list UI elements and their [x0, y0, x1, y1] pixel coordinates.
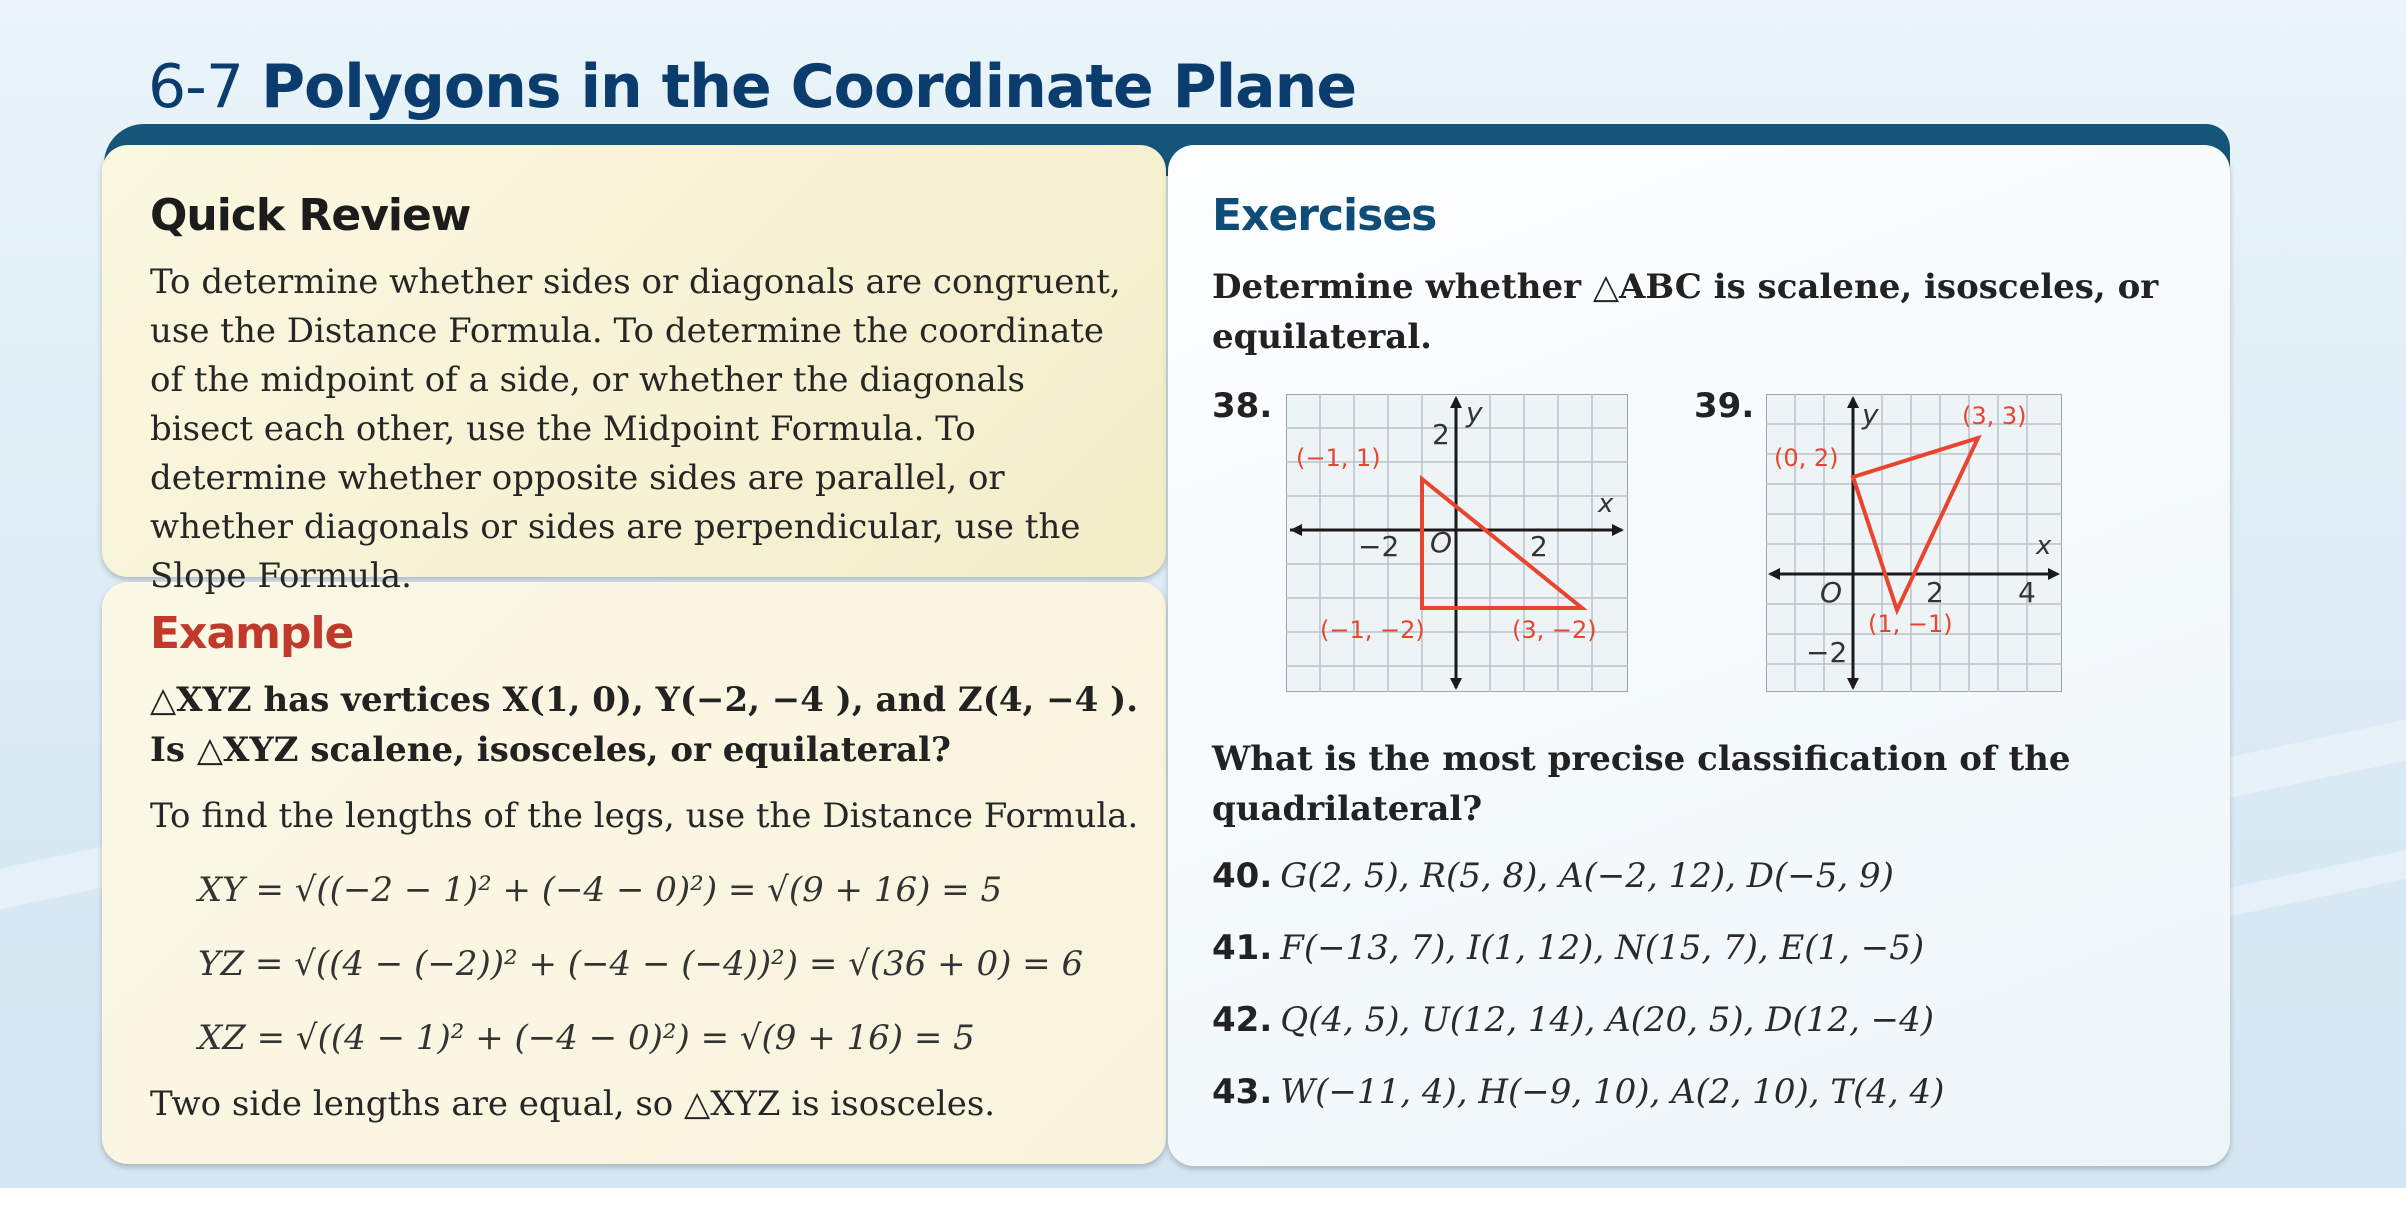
graph-39-vertex-label: (1, −1)	[1868, 610, 1953, 638]
graph-38-y-label: y	[1466, 396, 1483, 429]
problem-41	[1212, 928, 1924, 968]
problem-number: 40.	[1212, 856, 1273, 896]
formula-yz: YZ = √((4 − (−2))² + (−4 − (−4))²) = √(36 + 0) = 6	[198, 944, 1084, 984]
section-number: 6-7	[148, 52, 243, 122]
problem-points: F(−13, 7), I(1, 12), N(15, 7), E(1, −5)	[1280, 928, 1925, 968]
problem-points: Q(4, 5), U(12, 14), A(20, 5), D(12, −4)	[1280, 1000, 1935, 1040]
graph-39-vertex-label: (3, 3)	[1962, 402, 2027, 430]
quick-review-heading: Quick Review	[150, 190, 471, 241]
graph-39-tick-yneg2: −2	[1806, 636, 1848, 669]
quadrilateral-instruction: What is the most precise classification of the quadrilateral?	[1212, 739, 2071, 829]
example-problem-line1: △XYZ has vertices X(1, 0), Y(−2, −4 ), and Z(4, −4 ).	[150, 680, 1139, 720]
graph-38-x-label: x	[1598, 489, 1614, 519]
graph-38-vertex-label: (−1, −2)	[1320, 616, 1425, 644]
example-conclusion: Two side lengths are equal, so △XYZ is isosceles.	[150, 1084, 996, 1124]
formula-xy: XY = √((−2 − 1)² + (−4 − 0)²) = √(9 + 16) = 5	[198, 870, 1003, 910]
example-heading: Example	[150, 608, 354, 659]
exercises-heading: Exercises	[1212, 190, 1437, 241]
problem-42	[1212, 1000, 1934, 1040]
graph-39-x-label: x	[2036, 531, 2052, 561]
problem-39-number: 39.	[1694, 386, 1755, 426]
graph-38-tick-y2: 2	[1432, 418, 1450, 451]
graph-38-vertex-label: (3, −2)	[1512, 616, 1597, 644]
problem-43	[1212, 1072, 1944, 1112]
graph-39	[1766, 394, 2062, 692]
graph-38-origin: O	[1430, 526, 1453, 559]
graph-38	[1286, 394, 1628, 692]
exercises-instruction: Determine whether △ABC is scalene, isosceles, or equilateral.	[1212, 267, 2159, 357]
page-title	[148, 52, 1356, 122]
problem-number: 42.	[1212, 1000, 1273, 1040]
problem-points: G(2, 5), R(5, 8), A(−2, 12), D(−5, 9)	[1280, 856, 1894, 896]
formula-xz: XZ = √((4 − 1)² + (−4 − 0)²) = √(9 + 16) = 5	[198, 1018, 975, 1058]
graph-39-tick-x4: 4	[2018, 576, 2036, 609]
problem-points: W(−11, 4), H(−9, 10), A(2, 10), T(4, 4)	[1280, 1072, 1945, 1112]
example-problem-line2: Is △XYZ scalene, isosceles, or equilateral?	[150, 730, 951, 770]
graph-39-vertex-label: (0, 2)	[1774, 444, 1839, 472]
graph-39-tick-x2: 2	[1926, 576, 1944, 609]
graph-38-vertex-label: (−1, 1)	[1296, 444, 1381, 472]
problem-number: 43.	[1212, 1072, 1273, 1112]
example-method-text: To find the lengths of the legs, use the Distance Formula.	[150, 796, 1139, 836]
graph-38-tick-x2: 2	[1530, 530, 1548, 563]
problem-38-number: 38.	[1212, 386, 1273, 426]
section-title: Polygons in the Coordinate Plane	[261, 52, 1357, 122]
problem-40	[1212, 856, 1894, 896]
graph-38-tick-xneg2: −2	[1358, 530, 1400, 563]
problem-number: 41.	[1212, 928, 1273, 968]
quick-review-text: To determine whether sides or diagonals are congruent, use the Distance Formula. To determine the coordinate of the midpoint of a side, or whether the diagonals bisect each other, use the Midpoint Formula. To determine whether opposite sides are parallel, or whether diagonals or sides are perpendicular, use the Slope Formula.	[150, 262, 1121, 596]
graph-39-origin: O	[1820, 576, 1843, 609]
graph-39-y-label: y	[1862, 398, 1879, 431]
